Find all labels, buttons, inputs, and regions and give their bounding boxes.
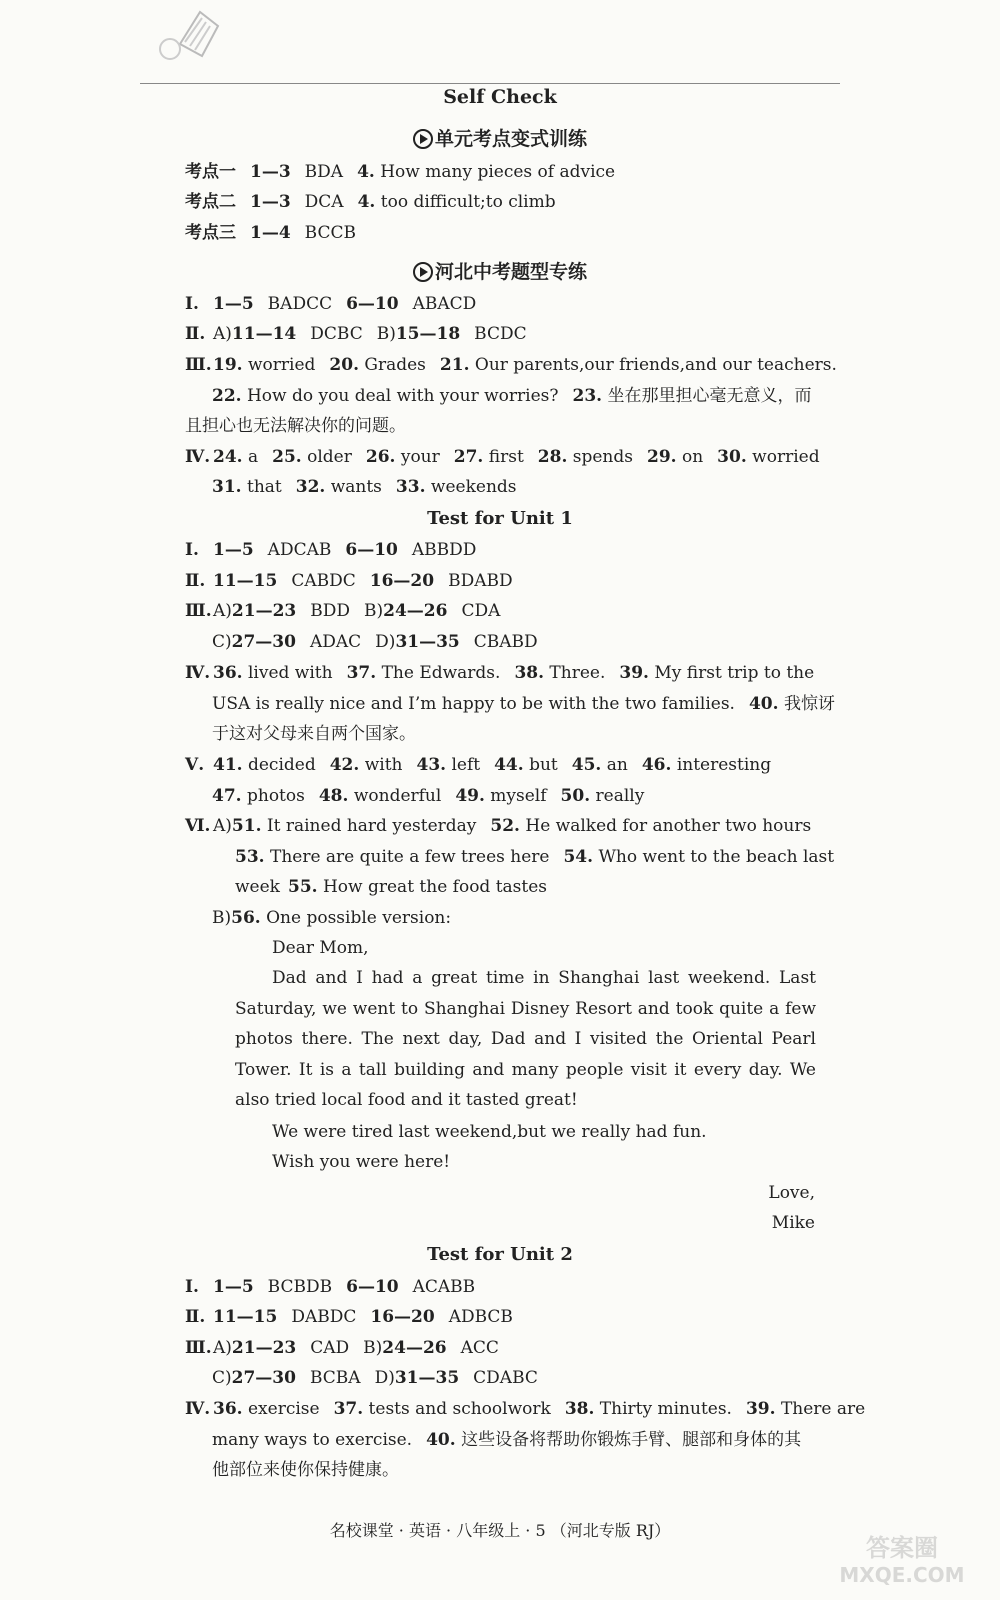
unit2-title: Test for Unit 2 bbox=[427, 1244, 573, 1265]
answer-row: 考点三 1—4 BCCB bbox=[185, 223, 356, 243]
answer-row: Ⅰ. 1—5 BCBDB 6—10 ACABB bbox=[185, 1277, 476, 1297]
answer-row: 22. How do you deal with your worries? 23. 坐在那里担心毫无意义，而 bbox=[212, 386, 812, 406]
answer-row: Ⅰ. 1—5 BADCC 6—10 ABACD bbox=[185, 294, 477, 314]
answer-row: 考点二 1—3 DCA 4. too difficult;to climb bbox=[185, 192, 556, 212]
answer-row: 53. There are quite a few trees here 54. Who went to the beach last bbox=[235, 847, 835, 867]
arrow-circle-icon bbox=[413, 129, 433, 149]
watermark-text: MXQE.COM bbox=[839, 1563, 965, 1587]
header-logo-icon bbox=[140, 4, 240, 66]
letter-closing: Love, bbox=[768, 1183, 815, 1203]
answer-row: C)27—30 ADAC D)31—35 CBABD bbox=[212, 632, 538, 652]
section-heading-hebei-drill: 河北中考题型专练 bbox=[0, 257, 1000, 284]
page-footer: 名校课堂 · 英语 · 八年级上 · 5 （河北专版 RJ） bbox=[329, 1521, 671, 1540]
section-heading-unit-drill: 单元考点变式训练 bbox=[0, 124, 1000, 151]
answer-row: Ⅲ.A)21—23 BDD B)24—26 CDA bbox=[185, 601, 501, 621]
svg-text:答案圈: 答案圈 bbox=[866, 1534, 938, 1562]
answer-row: 他部位来使你保持健康。 bbox=[212, 1460, 399, 1480]
answer-row: Ⅱ. 11—15 DABDC 16—20 ADBCB bbox=[185, 1307, 513, 1327]
answer-row: 考点一 1—3 BDA 4. How many pieces of advice bbox=[185, 162, 616, 182]
answer-row: Ⅲ.19. worried 20. Grades 21. Our parents,our friends,and our teachers. bbox=[185, 355, 837, 375]
answer-row: 31. that 32. wants 33. weekends bbox=[212, 477, 517, 497]
answer-row: 47. photos 48. wonderful 49. myself 50. really bbox=[212, 786, 645, 806]
answer-row: Ⅴ. 41. decided 42. with 43. left 44. but 45. an 46. interesting bbox=[185, 755, 772, 775]
letter-body: Wish you were here! bbox=[272, 1152, 451, 1172]
answer-row: Ⅳ. 36. exercise 37. tests and schoolwork 38. Thirty minutes. 39. There are bbox=[185, 1399, 866, 1419]
answer-row: many ways to exercise. 40. 这些设备将帮助你锻炼手臂、腿部和身体的其 bbox=[212, 1430, 802, 1450]
unit1-title: Test for Unit 1 bbox=[427, 508, 573, 529]
answer-row: Ⅳ. 36. lived with 37. The Edwards. 38. Three. 39. My first trip to the bbox=[185, 663, 815, 683]
answer-row: Ⅱ. A)11—14 DCBC B)15—18 BCDC bbox=[185, 324, 527, 344]
answer-row: Ⅲ.A)21—23 CAD B)24—26 ACC bbox=[185, 1338, 499, 1358]
answer-row: Ⅰ. 1—5 ADCAB 6—10 ABBDD bbox=[185, 540, 477, 560]
letter-body: Dad and I had a great time in Shanghai last weekend. Last Saturday, we went to Shanghai Disney Resort and took quite a few photos there. The next day, Dad and I visited the Oriental Pearl Tower. It is a tall building and many people visit it every day. We also tried local food and it tasted great! bbox=[235, 968, 816, 1110]
answer-row: Ⅱ. 11—15 CABDC 16—20 BDABD bbox=[185, 571, 513, 591]
letter-body: We were tired last weekend,but we really had fun. bbox=[272, 1122, 707, 1142]
answer-row: 且担心也无法解决你的问题。 bbox=[185, 416, 406, 436]
page-title: Self Check bbox=[443, 86, 557, 108]
answer-row: Ⅵ. A)51. It rained hard yesterday 52. He walked for another two hours bbox=[185, 816, 812, 836]
watermark-logo bbox=[822, 1530, 982, 1588]
header-rule bbox=[140, 83, 840, 84]
arrow-circle-icon bbox=[413, 262, 433, 282]
answer-row: week 55. How great the food tastes bbox=[235, 877, 548, 897]
answer-row: Ⅳ. 24. a 25. older 26. your 27. first 28. spends 29. on 30. worried bbox=[185, 447, 820, 467]
letter-signature: Mike bbox=[771, 1213, 815, 1233]
answer-row: C)27—30 BCBA D)31—35 CDABC bbox=[212, 1368, 538, 1388]
letter-greeting: Dear Mom, bbox=[272, 938, 369, 958]
answer-row: USA is really nice and I’m happy to be with the two families. 40. 我惊讶 bbox=[212, 694, 835, 714]
answer-row: B)56. One possible version: bbox=[212, 908, 452, 928]
answer-row: 于这对父母来自两个国家。 bbox=[212, 724, 416, 744]
